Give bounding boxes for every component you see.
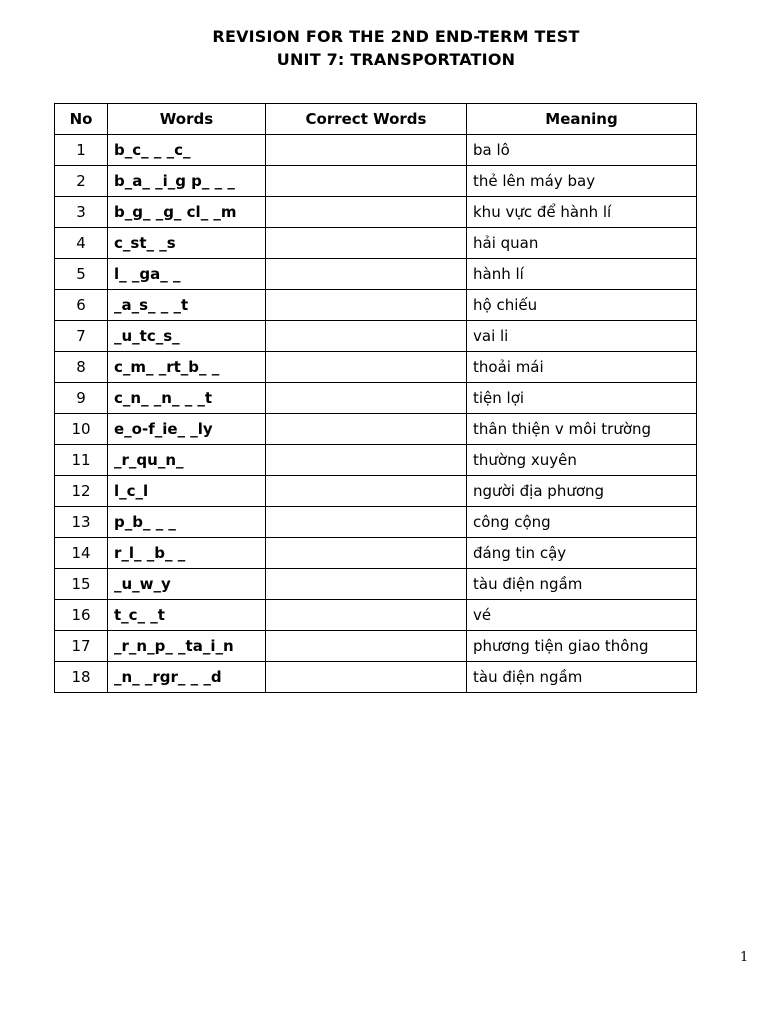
row-number: 8: [55, 352, 108, 383]
meaning-cell: công cộng: [467, 507, 697, 538]
row-number: 12: [55, 476, 108, 507]
correct-word-cell[interactable]: [266, 569, 467, 600]
row-number: 16: [55, 600, 108, 631]
row-number: 17: [55, 631, 108, 662]
correct-word-cell[interactable]: [266, 600, 467, 631]
meaning-cell: tàu điện ngầm: [467, 662, 697, 693]
correct-word-cell[interactable]: [266, 166, 467, 197]
table-row: [55, 414, 697, 445]
row-number: 15: [55, 569, 108, 600]
correct-word-cell[interactable]: [266, 414, 467, 445]
correct-word-cell[interactable]: [266, 631, 467, 662]
row-number: 13: [55, 507, 108, 538]
correct-word-cell[interactable]: [266, 507, 467, 538]
table-row: [55, 228, 697, 259]
meaning-cell: thường xuyên: [467, 445, 697, 476]
scrambled-word: r_l_ _b_ _: [108, 538, 266, 569]
table-row: [55, 197, 697, 228]
meaning-cell: thân thiện v môi trường: [467, 414, 697, 445]
table-row: [55, 569, 697, 600]
meaning-cell: ba lô: [467, 135, 697, 166]
row-number: 6: [55, 290, 108, 321]
meaning-cell: vé: [467, 600, 697, 631]
header-meaning: Meaning: [467, 104, 697, 135]
header-correct-words: Correct Words: [266, 104, 467, 135]
scrambled-word: c_st_ _s: [108, 228, 266, 259]
scrambled-word: p_b_ _ _: [108, 507, 266, 538]
table-row: [55, 259, 697, 290]
scrambled-word: b_c_ _ _c_: [108, 135, 266, 166]
row-number: 1: [55, 135, 108, 166]
scrambled-word: t_c_ _t: [108, 600, 266, 631]
meaning-cell: đáng tin cậy: [467, 538, 697, 569]
table-row: [55, 476, 697, 507]
scrambled-word: _u_tc_s_: [108, 321, 266, 352]
meaning-cell: tàu điện ngầm: [467, 569, 697, 600]
scrambled-word: _r_n_p_ _ta_i_n: [108, 631, 266, 662]
scrambled-word: l_ _ga_ _: [108, 259, 266, 290]
row-number: 4: [55, 228, 108, 259]
correct-word-cell[interactable]: [266, 135, 467, 166]
meaning-cell: khu vực để hành lí: [467, 197, 697, 228]
correct-word-cell[interactable]: [266, 197, 467, 228]
table-row: [55, 352, 697, 383]
correct-word-cell[interactable]: [266, 259, 467, 290]
vocabulary-table: [54, 103, 697, 693]
correct-word-cell[interactable]: [266, 352, 467, 383]
scrambled-word: l_c_l: [108, 476, 266, 507]
table-row: [55, 383, 697, 414]
scrambled-word: b_g_ _g_ cl_ _m: [108, 197, 266, 228]
scrambled-word: _a_s_ _ _t: [108, 290, 266, 321]
correct-word-cell[interactable]: [266, 321, 467, 352]
document-title: REVISION FOR THE 2ND END-TERM TEST: [212, 27, 580, 46]
row-number: 7: [55, 321, 108, 352]
table-row: [55, 507, 697, 538]
row-number: 11: [55, 445, 108, 476]
table-row: [55, 631, 697, 662]
meaning-cell: thoải mái: [467, 352, 697, 383]
table-row: [55, 600, 697, 631]
table-row: [55, 166, 697, 197]
scrambled-word: c_m_ _rt_b_ _: [108, 352, 266, 383]
header-words: Words: [108, 104, 266, 135]
row-number: 10: [55, 414, 108, 445]
scrambled-word: e_o-f_ie_ _ly: [108, 414, 266, 445]
row-number: 14: [55, 538, 108, 569]
meaning-cell: người địa phương: [467, 476, 697, 507]
table-row: [55, 290, 697, 321]
scrambled-word: _r_qu_n_: [108, 445, 266, 476]
row-number: 2: [55, 166, 108, 197]
document-subtitle: UNIT 7: TRANSPORTATION: [276, 50, 516, 69]
meaning-cell: vai li: [467, 321, 697, 352]
table-row: [55, 135, 697, 166]
meaning-cell: tiện lợi: [467, 383, 697, 414]
meaning-cell: hộ chiếu: [467, 290, 697, 321]
correct-word-cell[interactable]: [266, 228, 467, 259]
scrambled-word: b_a_ _i_g p_ _ _: [108, 166, 266, 197]
row-number: 5: [55, 259, 108, 290]
scrambled-word: c_n_ _n_ _ _t: [108, 383, 266, 414]
table-header-row: [55, 104, 697, 135]
page-number: 1: [740, 950, 749, 965]
correct-word-cell[interactable]: [266, 662, 467, 693]
table-body: [55, 135, 697, 693]
meaning-cell: phương tiện giao thông: [467, 631, 697, 662]
header-no: No: [55, 104, 108, 135]
row-number: 3: [55, 197, 108, 228]
scrambled-word: _n_ _rgr_ _ _d: [108, 662, 266, 693]
correct-word-cell[interactable]: [266, 383, 467, 414]
row-number: 18: [55, 662, 108, 693]
correct-word-cell[interactable]: [266, 476, 467, 507]
table-row: [55, 662, 697, 693]
scrambled-word: _u_w_y: [108, 569, 266, 600]
table-row: [55, 538, 697, 569]
table-row: [55, 445, 697, 476]
table-row: [55, 321, 697, 352]
correct-word-cell[interactable]: [266, 538, 467, 569]
meaning-cell: thẻ lên máy bay: [467, 166, 697, 197]
meaning-cell: hải quan: [467, 228, 697, 259]
correct-word-cell[interactable]: [266, 445, 467, 476]
correct-word-cell[interactable]: [266, 290, 467, 321]
row-number: 9: [55, 383, 108, 414]
meaning-cell: hành lí: [467, 259, 697, 290]
